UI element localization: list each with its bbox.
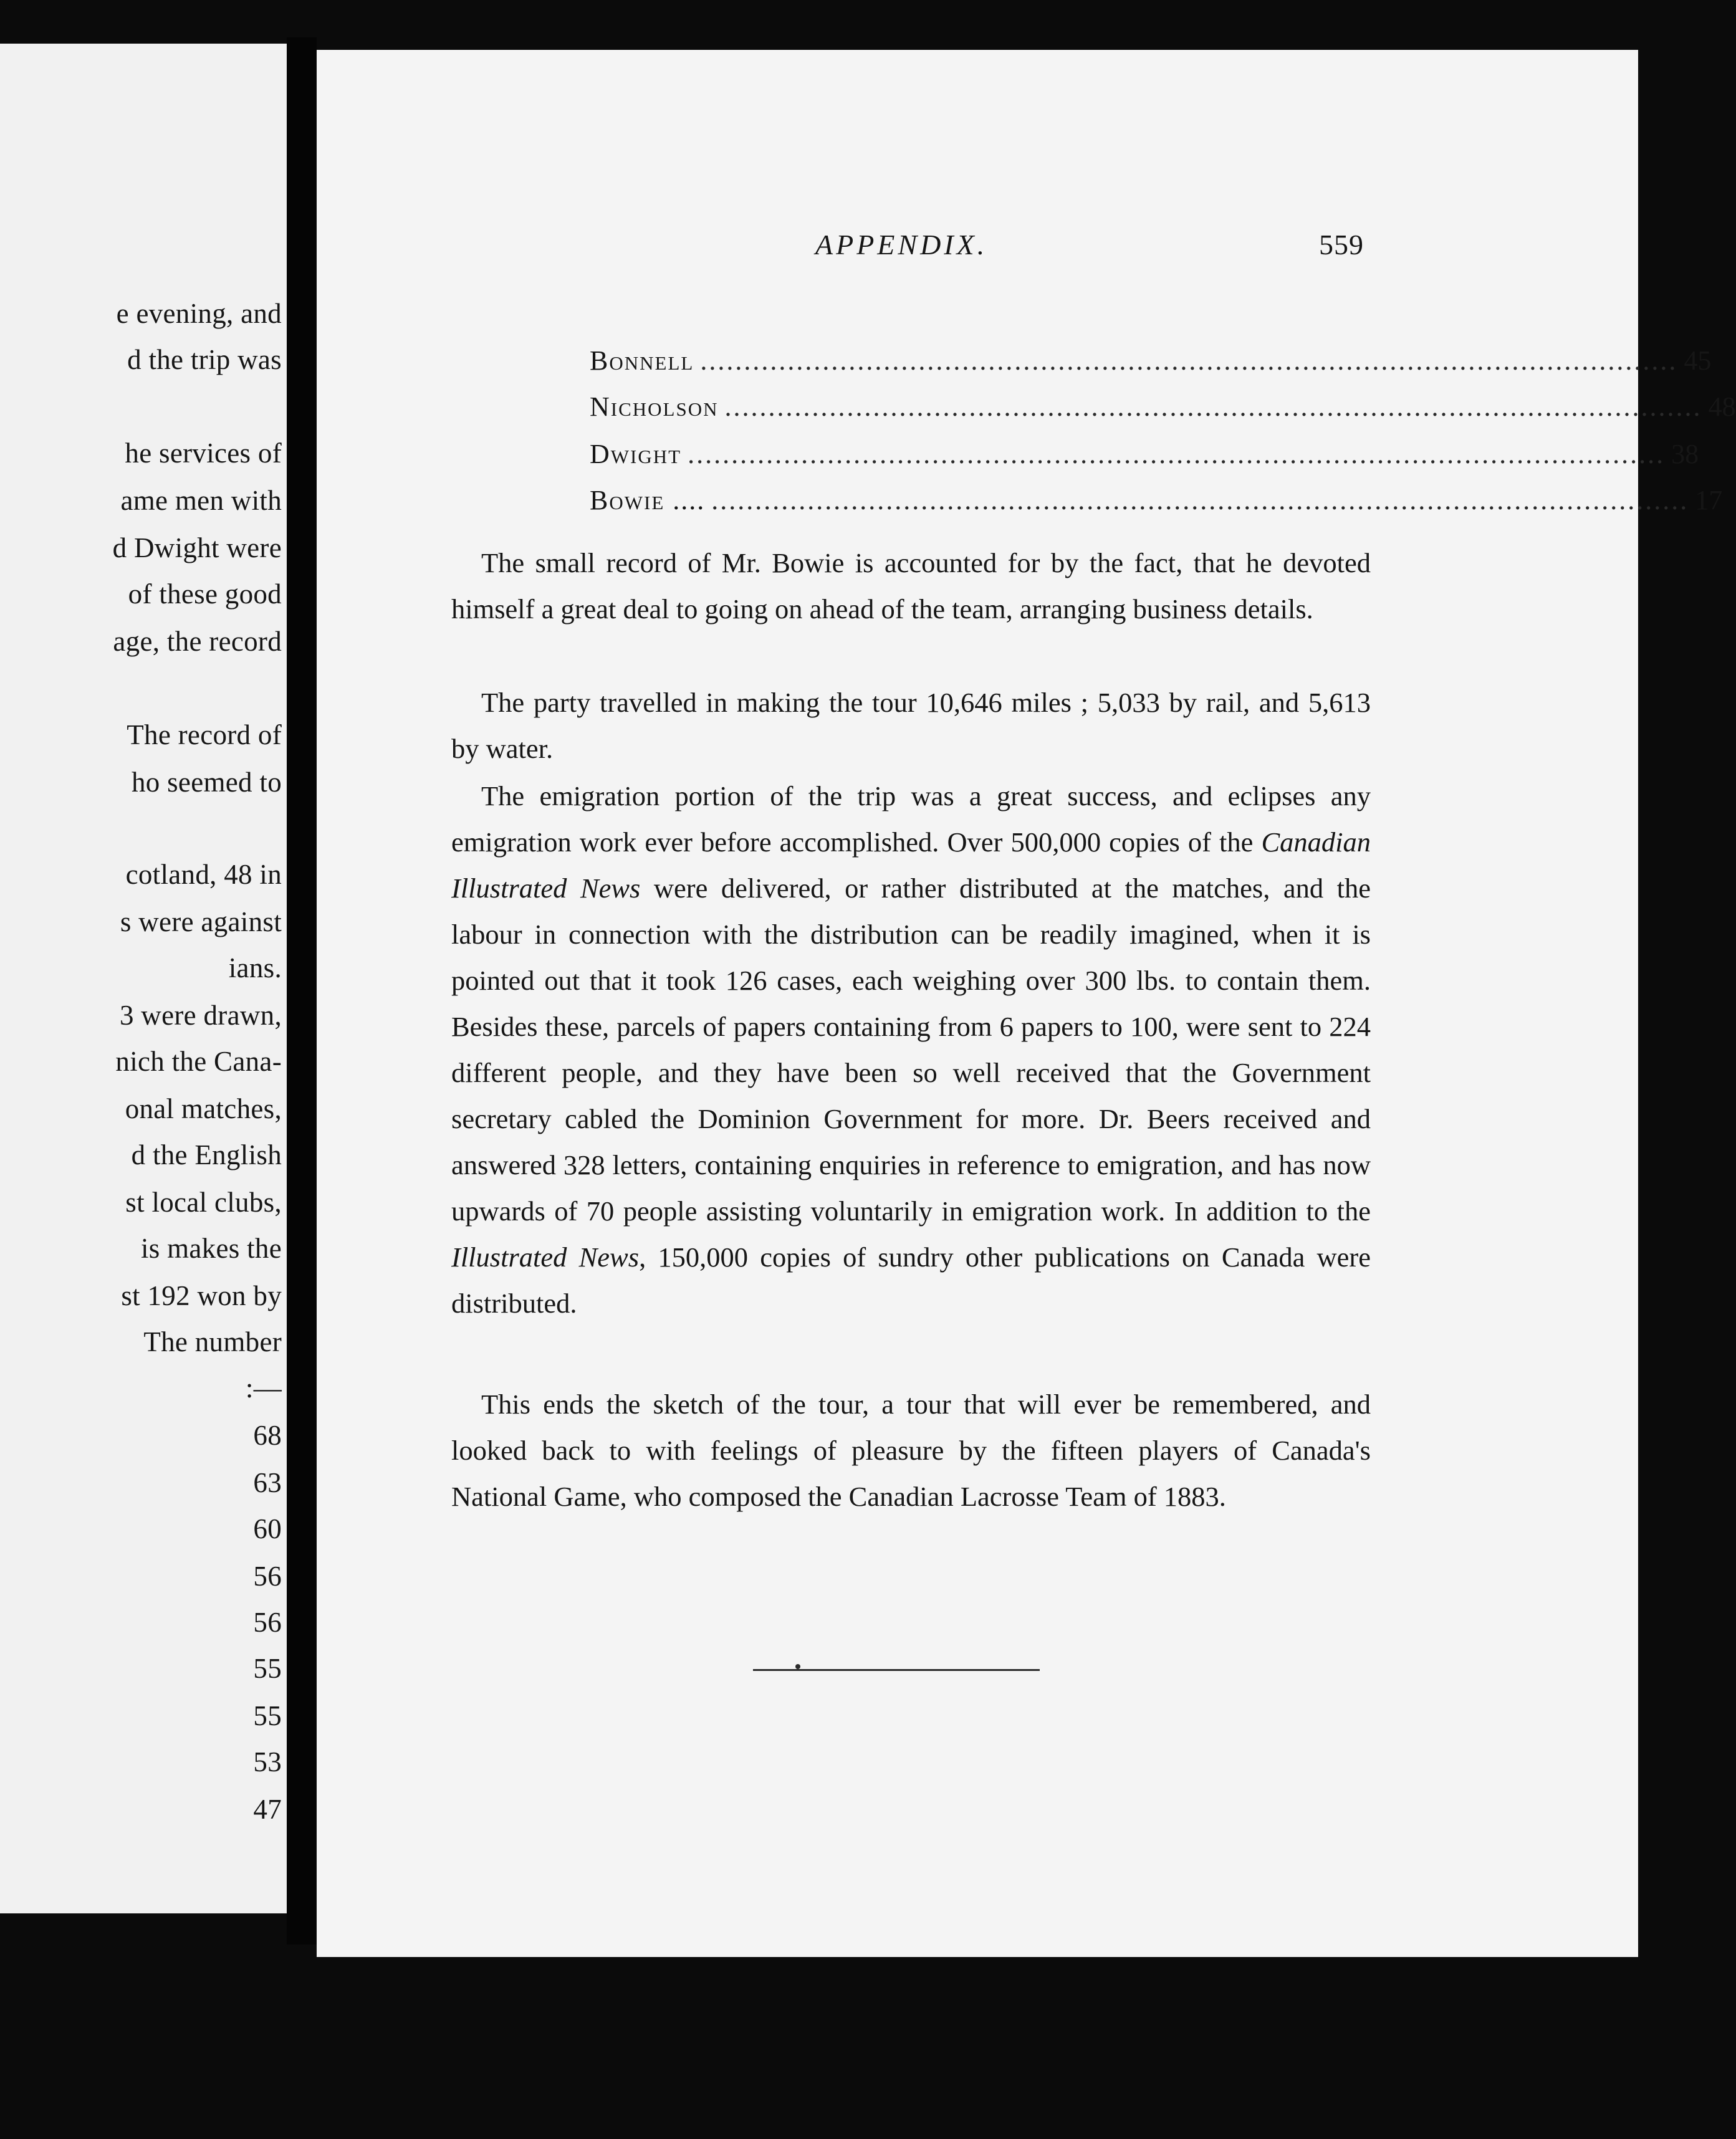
left-page-line: st 192 won by bbox=[121, 1280, 282, 1311]
emigration-text: The emigration portion of the trip was a great success, and eclipses any emigration work ever before accomplished. Over 500,000 copies of the bbox=[451, 780, 1371, 858]
player-name: Bonnell bbox=[590, 345, 694, 376]
score-row bbox=[590, 338, 1712, 384]
left-page-line: d the trip was bbox=[127, 344, 282, 375]
score-row bbox=[590, 477, 1723, 524]
emigration-text: , 150,000 copies of sundry other publications on Canada were distributed. bbox=[451, 1242, 1371, 1319]
publication-title: Illustrated News bbox=[451, 1242, 640, 1273]
left-page-line: ho seemed to bbox=[131, 767, 282, 798]
left-page-line: 55 bbox=[253, 1700, 282, 1731]
left-page-line: of these good bbox=[128, 578, 282, 610]
rule-ornament bbox=[795, 1664, 800, 1669]
left-page-line: cotland, 48 in bbox=[125, 859, 282, 890]
player-name: Bowie .... bbox=[590, 485, 706, 515]
section-end-rule bbox=[753, 1669, 1040, 1671]
left-page-line: ians. bbox=[228, 952, 282, 983]
score-row bbox=[590, 431, 1699, 477]
page-559 bbox=[317, 50, 1736, 1957]
left-page-line: The record of bbox=[127, 719, 282, 750]
left-page-line: d the English bbox=[131, 1139, 282, 1170]
dot-leader: ................................................................................................................ bbox=[711, 485, 1689, 515]
left-page-line: 68 bbox=[253, 1420, 282, 1451]
left-page-line: onal matches, bbox=[125, 1093, 282, 1124]
running-title: APPENDIX. bbox=[815, 229, 988, 261]
player-score: 48 bbox=[1708, 391, 1736, 422]
left-page-line: The number bbox=[143, 1326, 282, 1357]
left-page-line: 56 bbox=[253, 1561, 282, 1592]
left-page-line: st local clubs, bbox=[125, 1187, 282, 1218]
page-number: 559 bbox=[1319, 229, 1364, 261]
left-page-line: s were against bbox=[120, 906, 282, 937]
left-page-line: 60 bbox=[253, 1513, 282, 1544]
left-page-line: 47 bbox=[253, 1794, 282, 1825]
book-gutter bbox=[287, 37, 317, 1945]
left-page-line: 63 bbox=[253, 1467, 282, 1498]
dot-leader: ................................................................................................................ bbox=[700, 345, 1678, 376]
dot-leader: ................................................................................................................ bbox=[724, 391, 1702, 422]
paragraph-distance: The party travelled in making the tour 10,646 miles ; 5,033 by rail, and 5,613 by water. bbox=[451, 687, 1371, 764]
publication-title: Canadian Illustrated News bbox=[451, 826, 1371, 904]
player-name: Nicholson bbox=[590, 391, 719, 422]
left-page-line: nich the Cana- bbox=[115, 1046, 282, 1077]
paragraph-closing: This ends the sketch of the tour, a tour that will ever be remembered, and looked back to with feelings of pleasure by the fifteen players of Canada's National Game, who composed the Canadian Lacrosse Team of 1883. bbox=[451, 1389, 1371, 1512]
emigration-text: were delivered, or rather distributed at the matches, and the labour in connection with the distribution can be readily imagined, when it is pointed out that it took 126 cases, each weighing over 300 lbs. to contain them. Besides these, parcels of papers containing from 6 papers to 100, were sent to 224 different people, and they have been so well received that the Government secretary cabled the Dominion Government for more. Dr. Beers received and answered 328 letters, containing enquiries in reference to emigration, and has now upwards of 70 people assisting voluntarily in emigration work. In addition to the bbox=[451, 873, 1371, 1227]
left-page-line: age, the record bbox=[113, 626, 282, 657]
left-page-line: he services of bbox=[125, 438, 282, 469]
player-score: 38 bbox=[1671, 439, 1699, 469]
left-page-line: :— bbox=[245, 1372, 282, 1404]
dot-leader: ................................................................................................................ bbox=[688, 439, 1666, 469]
left-page-line: e evening, and bbox=[116, 298, 282, 329]
running-head bbox=[317, 223, 1682, 267]
player-score: 17 bbox=[1695, 485, 1723, 515]
left-page-line: 56 bbox=[253, 1607, 282, 1638]
left-facing-page bbox=[0, 44, 287, 1913]
left-page-line: 53 bbox=[253, 1746, 282, 1778]
score-row bbox=[590, 384, 1736, 430]
left-page-line: 3 were drawn, bbox=[119, 1000, 282, 1031]
paragraph-bowie-record: The small record of Mr. Bowie is accounted for by the fact, that he devoted himself a great deal to going on ahead of the team, arranging business details. bbox=[451, 547, 1371, 624]
player-score: 45 bbox=[1684, 345, 1712, 376]
left-page-line: d Dwight were bbox=[112, 532, 282, 563]
player-name: Dwight bbox=[590, 439, 682, 469]
paragraph-emigration bbox=[451, 773, 1371, 1326]
left-page-line: 55 bbox=[253, 1653, 282, 1684]
left-page-line: is makes the bbox=[140, 1233, 282, 1264]
left-page-line: ame men with bbox=[120, 485, 282, 516]
